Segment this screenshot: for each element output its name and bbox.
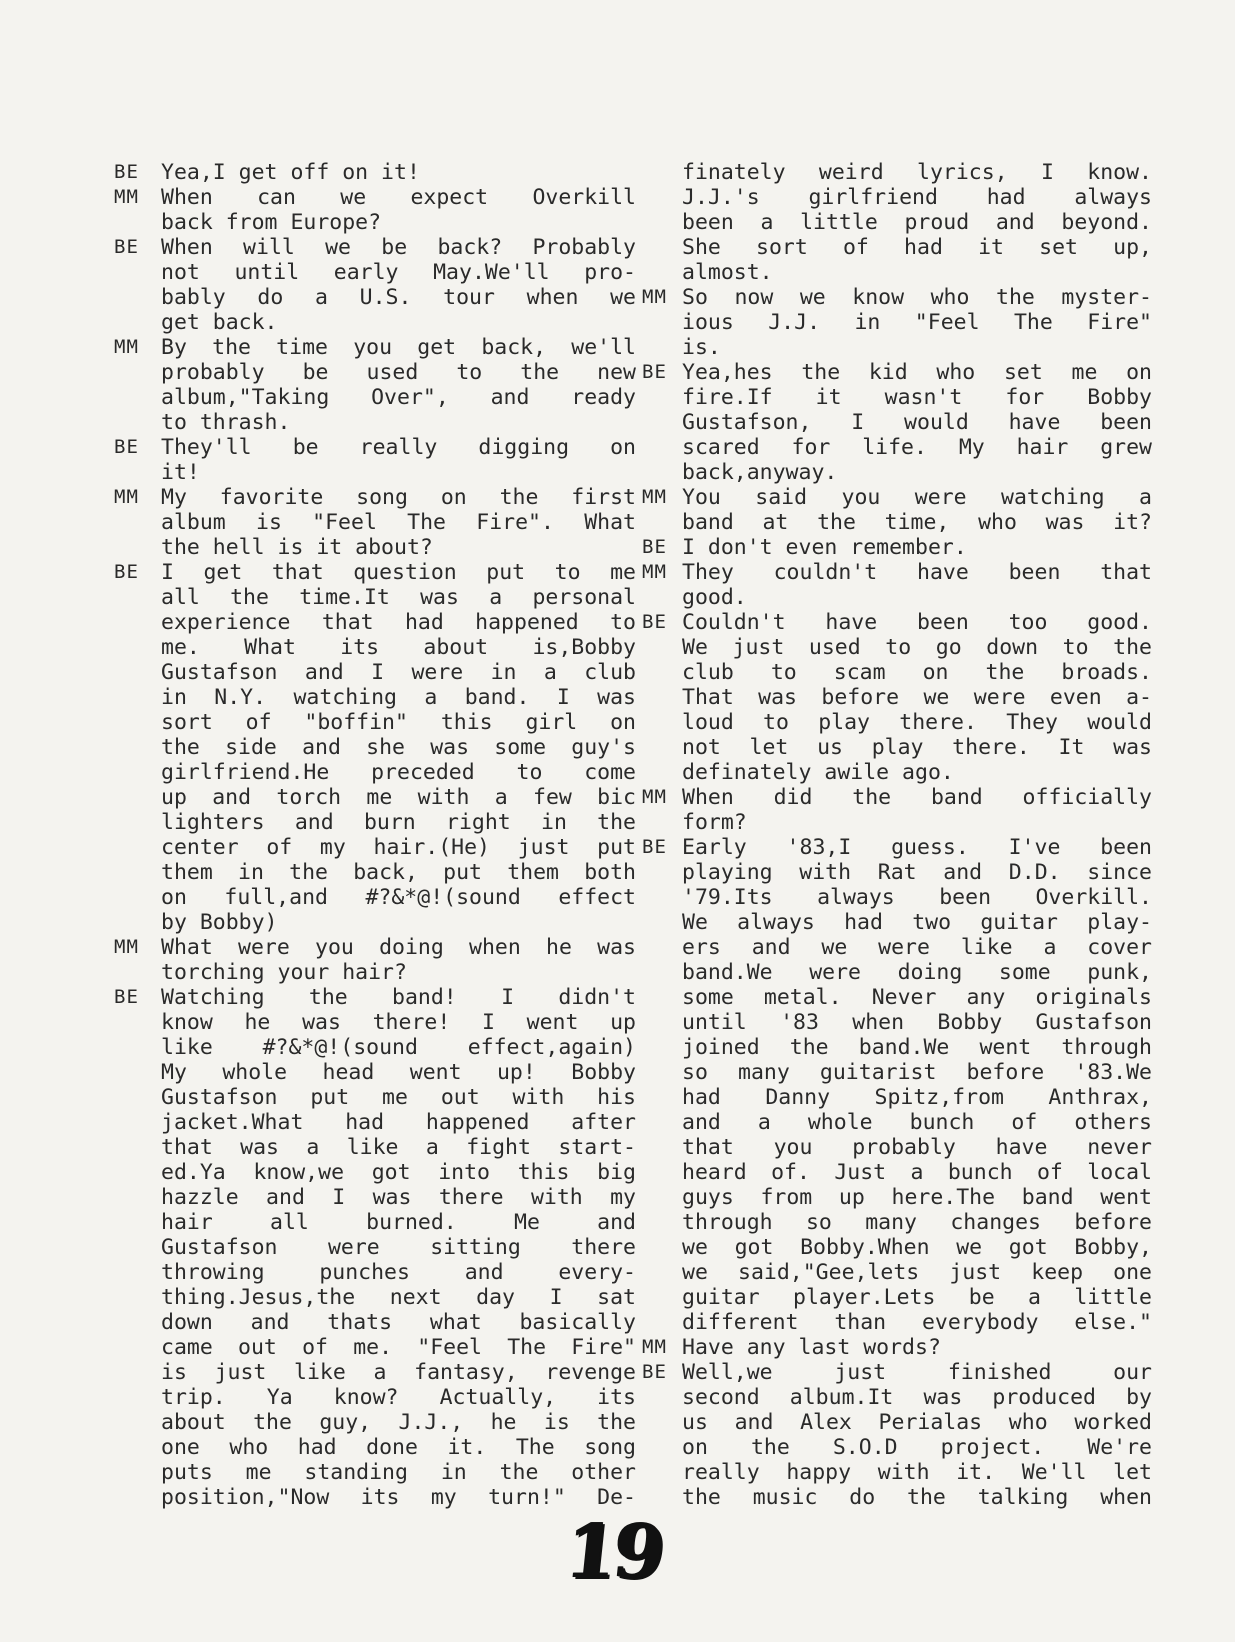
interview-line: [114, 885, 636, 910]
interview-line: [642, 285, 1152, 310]
line-text: They couldn't have been that: [682, 560, 1152, 585]
line-text: guitar player.Lets be a little: [682, 1285, 1152, 1310]
interview-line: [114, 1060, 636, 1085]
interview-line: [642, 885, 1152, 910]
line-text: really happy with it. We'll let: [682, 1460, 1152, 1485]
interview-line: [114, 260, 636, 285]
line-text: That was before we were even a-: [682, 685, 1152, 710]
speaker-label: MM: [642, 486, 667, 508]
interview-line: [642, 385, 1152, 410]
interview-line: [114, 860, 636, 885]
line-text: Gustafson were sitting there: [161, 1235, 636, 1260]
interview-line: [114, 1035, 636, 1060]
interview-line: [114, 785, 636, 810]
interview-line: [642, 460, 1152, 485]
line-text: thing.Jesus,the next day I sat: [161, 1285, 636, 1310]
interview-line: [114, 1235, 636, 1260]
line-text: not let us play there. It was: [682, 735, 1152, 760]
interview-line: [114, 1335, 636, 1360]
page-number: 19: [561, 1509, 666, 1595]
interview-line: [642, 1160, 1152, 1185]
interview-line: [114, 535, 636, 560]
line-text: to thrash.: [161, 410, 291, 435]
interview-line: [114, 660, 636, 685]
interview-line: [114, 1385, 636, 1410]
interview-line: [114, 1285, 636, 1310]
interview-line: [642, 510, 1152, 535]
line-text: When can we expect Overkill: [161, 185, 636, 210]
line-text: throwing punches and every-: [161, 1260, 636, 1285]
line-text: definately awile ago.: [682, 760, 954, 785]
interview-line: [642, 260, 1152, 285]
line-text: it!: [161, 460, 200, 485]
line-text: and a whole bunch of others: [682, 1110, 1152, 1135]
interview-line: [114, 1210, 636, 1235]
speaker-label: BE: [114, 161, 139, 183]
interview-line: [642, 710, 1152, 735]
line-text: By the time you get back, we'll: [161, 335, 636, 360]
line-text: is just like a fantasy, revenge: [161, 1360, 636, 1385]
line-text: the hell is it about?: [161, 535, 433, 560]
line-text: on full,and #?&*@!(sound effect: [161, 885, 636, 910]
line-text: me. What its about is,Bobby: [161, 635, 636, 660]
interview-line: [114, 360, 636, 385]
line-text: Gustafson put me out with his: [161, 1085, 636, 1110]
line-text: They'll be really digging on: [161, 435, 636, 460]
interview-line: [642, 1410, 1152, 1435]
line-text: came out of me. "Feel The Fire": [161, 1335, 636, 1360]
line-text: My whole head went up! Bobby: [161, 1060, 636, 1085]
interview-line: [114, 1110, 636, 1135]
line-text: hazzle and I was there with my: [161, 1185, 636, 1210]
interview-line: [642, 335, 1152, 360]
interview-line: [642, 1010, 1152, 1035]
line-text: I get that question put to me: [161, 560, 636, 585]
interview-line: [642, 1435, 1152, 1460]
line-text: What were you doing when he was: [161, 935, 636, 960]
interview-line: [642, 835, 1152, 860]
interview-line: [642, 960, 1152, 985]
line-text: My favorite song on the first: [161, 485, 636, 510]
line-text: trip. Ya know? Actually, its: [161, 1385, 636, 1410]
line-text: You said you were watching a: [682, 485, 1152, 510]
line-text: sort of "boffin" this girl on: [161, 710, 636, 735]
interview-line: [642, 535, 1152, 560]
interview-line: [642, 1035, 1152, 1060]
interview-line: [114, 810, 636, 835]
line-text: Watching the band! I didn't: [161, 985, 636, 1010]
interview-line: [642, 935, 1152, 960]
interview-line: [114, 835, 636, 860]
line-text: We just used to go down to the: [682, 635, 1152, 660]
speaker-label: BE: [642, 536, 667, 558]
line-text: about the guy, J.J., he is the: [161, 1410, 636, 1435]
interview-line: [642, 235, 1152, 260]
line-text: We always had two guitar play-: [682, 910, 1152, 935]
line-text: puts me standing in the other: [161, 1460, 636, 1485]
line-text: we got Bobby.When we got Bobby,: [682, 1235, 1152, 1260]
interview-line: [642, 1310, 1152, 1335]
interview-line: [114, 585, 636, 610]
interview-line: [642, 1485, 1152, 1510]
speaker-label: MM: [642, 286, 667, 308]
interview-line: [642, 810, 1152, 835]
line-text: on the S.O.D project. We're: [682, 1435, 1152, 1460]
line-text: When did the band officially: [682, 785, 1152, 810]
interview-line: [642, 1360, 1152, 1385]
line-text: Gustafson, I would have been: [682, 410, 1152, 435]
line-text: different than everybody else.": [682, 1310, 1152, 1335]
interview-line: [642, 210, 1152, 235]
interview-line: [114, 1160, 636, 1185]
interview-line: [642, 1260, 1152, 1285]
speaker-label: MM: [642, 561, 667, 583]
speaker-label: BE: [642, 611, 667, 633]
interview-line: [642, 1135, 1152, 1160]
speaker-label: MM: [114, 336, 139, 358]
line-text: scared for life. My hair grew: [682, 435, 1152, 460]
interview-line: [114, 385, 636, 410]
line-text: some metal. Never any originals: [682, 985, 1152, 1010]
interview-line: [114, 1010, 636, 1035]
line-text: form?: [682, 810, 747, 835]
interview-line: [642, 685, 1152, 710]
interview-line: [114, 1185, 636, 1210]
interview-line: [114, 635, 636, 660]
line-text: them in the back, put them both: [161, 860, 636, 885]
line-text: all the time.It was a personal: [161, 585, 636, 610]
speaker-label: MM: [114, 186, 139, 208]
line-text: finately weird lyrics, I know.: [682, 160, 1152, 185]
line-text: Yea,I get off on it!: [161, 160, 420, 185]
line-text: probably be used to the new: [161, 360, 636, 385]
speaker-label: MM: [642, 1336, 667, 1358]
interview-line: [642, 160, 1152, 185]
interview-line: [114, 560, 636, 585]
line-text: know he was there! I went up: [161, 1010, 636, 1035]
line-text: had Danny Spitz,from Anthrax,: [682, 1085, 1152, 1110]
line-text: When will we be back? Probably: [161, 235, 636, 260]
interview-line: [114, 460, 636, 485]
line-text: She sort of had it set up,: [682, 235, 1152, 260]
line-text: album is "Feel The Fire". What: [161, 510, 636, 535]
line-text: J.J.'s girlfriend had always: [682, 185, 1152, 210]
interview-line: [114, 210, 636, 235]
speaker-label: BE: [642, 361, 667, 383]
interview-line: [114, 960, 636, 985]
line-text: we said,"Gee,lets just keep one: [682, 1260, 1152, 1285]
interview-line: [642, 860, 1152, 885]
interview-line: [642, 310, 1152, 335]
interview-line: [642, 910, 1152, 935]
interview-line: [114, 410, 636, 435]
line-text: through so many changes before: [682, 1210, 1152, 1235]
line-text: I don't even remember.: [682, 535, 967, 560]
interview-line: [642, 360, 1152, 385]
line-text: Well,we just finished our: [682, 1360, 1152, 1385]
line-text: album,"Taking Over", and ready: [161, 385, 636, 410]
interview-line: [114, 935, 636, 960]
line-text: center of my hair.(He) just put: [161, 835, 636, 860]
line-text: like #?&*@!(sound effect,again): [161, 1035, 636, 1060]
line-text: been a little proud and beyond.: [682, 210, 1152, 235]
line-text: Early '83,I guess. I've been: [682, 835, 1152, 860]
interview-line: [642, 1335, 1152, 1360]
line-text: Couldn't have been too good.: [682, 610, 1152, 635]
interview-line: [114, 1260, 636, 1285]
interview-line: [642, 1110, 1152, 1135]
interview-line: [642, 1085, 1152, 1110]
interview-line: [114, 485, 636, 510]
line-text: back from Europe?: [161, 210, 382, 235]
line-text: experience that had happened to: [161, 610, 636, 635]
interview-line: [114, 1085, 636, 1110]
line-text: back,anyway.: [682, 460, 838, 485]
line-text: fire.If it wasn't for Bobby: [682, 385, 1152, 410]
interview-line: [114, 1435, 636, 1460]
speaker-label: BE: [114, 236, 139, 258]
interview-line: [114, 1360, 636, 1385]
line-text: guys from up here.The band went: [682, 1185, 1152, 1210]
line-text: girlfriend.He preceded to come: [161, 760, 636, 785]
line-text: joined the band.We went through: [682, 1035, 1152, 1060]
speaker-label: BE: [114, 561, 139, 583]
line-text: that was a like a fight start-: [161, 1135, 636, 1160]
line-text: us and Alex Perialas who worked: [682, 1410, 1152, 1435]
interview-line: [114, 1485, 636, 1510]
left-column: [114, 160, 636, 1510]
interview-line: [642, 660, 1152, 685]
line-text: Yea,hes the kid who set me on: [682, 360, 1152, 385]
interview-line: [114, 335, 636, 360]
interview-line: [642, 485, 1152, 510]
line-text: So now we know who the myster-: [682, 285, 1152, 310]
interview-line: [114, 910, 636, 935]
speaker-label: BE: [642, 836, 667, 858]
interview-line: [114, 1460, 636, 1485]
interview-line: [642, 985, 1152, 1010]
line-text: torching your hair?: [161, 960, 407, 985]
interview-line: [114, 235, 636, 260]
line-text: '79.Its always been Overkill.: [682, 885, 1152, 910]
interview-line: [642, 735, 1152, 760]
interview-line: [114, 1410, 636, 1435]
interview-line: [642, 185, 1152, 210]
interview-line: [642, 585, 1152, 610]
speaker-label: MM: [642, 786, 667, 808]
interview-line: [642, 1385, 1152, 1410]
interview-line: [642, 1210, 1152, 1235]
interview-line: [114, 710, 636, 735]
interview-line: [114, 985, 636, 1010]
interview-line: [642, 1285, 1152, 1310]
interview-line: [114, 285, 636, 310]
line-text: so many guitarist before '83.We: [682, 1060, 1152, 1085]
speaker-label: MM: [114, 936, 139, 958]
line-text: ers and we were like a cover: [682, 935, 1152, 960]
right-column: [642, 160, 1152, 1510]
interview-line: [642, 610, 1152, 635]
interview-line: [114, 510, 636, 535]
line-text: position,"Now its my turn!" De-: [161, 1485, 636, 1510]
line-text: get back.: [161, 310, 278, 335]
interview-line: [642, 785, 1152, 810]
interview-line: [114, 1310, 636, 1335]
interview-line: [114, 760, 636, 785]
line-text: the music do the talking when: [682, 1485, 1152, 1510]
line-text: jacket.What had happened after: [161, 1110, 636, 1135]
line-text: not until early May.We'll pro-: [161, 260, 636, 285]
line-text: until '83 when Bobby Gustafson: [682, 1010, 1152, 1035]
interview-line: [642, 410, 1152, 435]
line-text: down and thats what basically: [161, 1310, 636, 1335]
interview-line: [642, 635, 1152, 660]
line-text: that you probably have never: [682, 1135, 1152, 1160]
line-text: club to scam on the broads.: [682, 660, 1152, 685]
interview-line: [114, 160, 636, 185]
interview-line: [642, 1060, 1152, 1085]
interview-line: [642, 1235, 1152, 1260]
line-text: in N.Y. watching a band. I was: [161, 685, 636, 710]
interview-line: [114, 610, 636, 635]
line-text: hair all burned. Me and: [161, 1210, 636, 1235]
interview-line: [114, 435, 636, 460]
line-text: lighters and burn right in the: [161, 810, 636, 835]
line-text: by Bobby): [161, 910, 278, 935]
speaker-label: BE: [114, 986, 139, 1008]
speaker-label: BE: [114, 436, 139, 458]
line-text: second album.It was produced by: [682, 1385, 1152, 1410]
line-text: band at the time, who was it?: [682, 510, 1152, 535]
line-text: the side and she was some guy's: [161, 735, 636, 760]
line-text: band.We were doing some punk,: [682, 960, 1152, 985]
line-text: up and torch me with a few bic: [161, 785, 636, 810]
interview-line: [114, 685, 636, 710]
line-text: loud to play there. They would: [682, 710, 1152, 735]
line-text: bably do a U.S. tour when we: [161, 285, 636, 310]
line-text: one who had done it. The song: [161, 1435, 636, 1460]
line-text: is.: [682, 335, 721, 360]
speaker-label: BE: [642, 1361, 667, 1383]
line-text: Have any last words?: [682, 1335, 941, 1360]
line-text: heard of. Just a bunch of local: [682, 1160, 1152, 1185]
line-text: good.: [682, 585, 747, 610]
line-text: almost.: [682, 260, 773, 285]
interview-line: [114, 1135, 636, 1160]
interview-line: [114, 310, 636, 335]
interview-line: [114, 185, 636, 210]
line-text: ious J.J. in "Feel The Fire": [682, 310, 1152, 335]
interview-line: [642, 760, 1152, 785]
line-text: Gustafson and I were in a club: [161, 660, 636, 685]
line-text: ed.Ya know,we got into this big: [161, 1160, 636, 1185]
interview-line: [642, 1185, 1152, 1210]
interview-line: [642, 560, 1152, 585]
interview-line: [114, 735, 636, 760]
interview-line: [642, 435, 1152, 460]
interview-line: [642, 1460, 1152, 1485]
line-text: playing with Rat and D.D. since: [682, 860, 1152, 885]
speaker-label: MM: [114, 486, 139, 508]
